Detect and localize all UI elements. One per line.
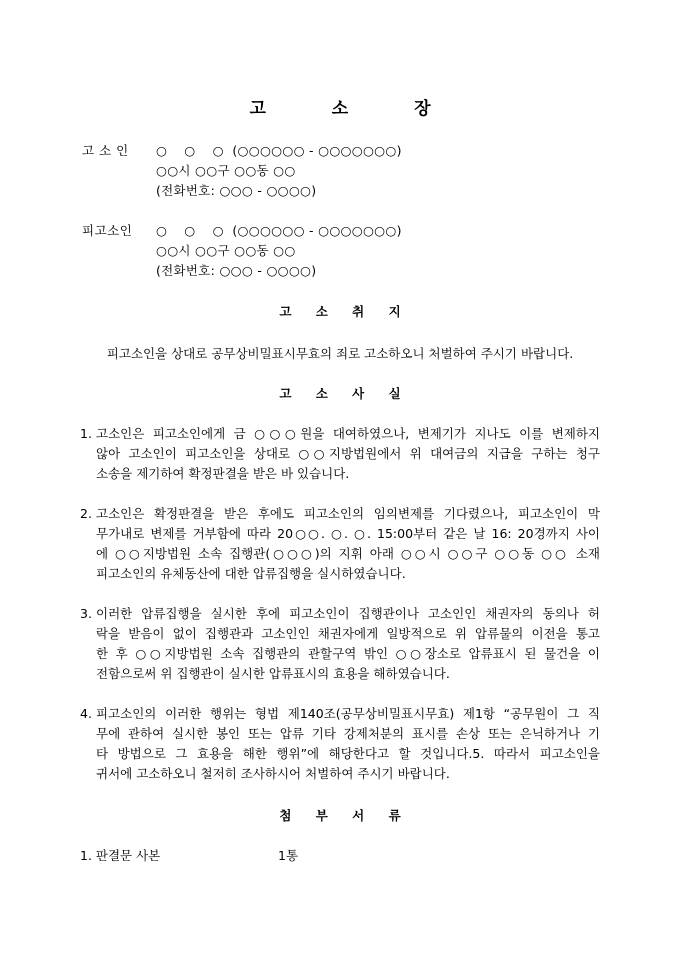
fact-item (80, 424, 600, 484)
fact-line: 소송을 제기하여 확정판결을 받은 바 있습니다. (96, 466, 350, 481)
fact-body (96, 704, 600, 784)
attachments-heading: 첨 부 서 류 (279, 808, 411, 823)
fact-line: 무에 관하여 실시한 봉인 또는 압류 기타 강제처분의 표시를 손상 또는 은닉하거나 기 (96, 726, 600, 741)
fact-number: 1. (80, 426, 92, 441)
fact-body (96, 504, 600, 584)
fact-line: 귀서에 고소하오니 철저히 조사하시어 처벌하여 주시기 바랍니다. (96, 766, 450, 781)
defendant-name: ○ ○ ○ (○○○○○○ - ○○○○○○○) (156, 223, 402, 238)
fact-line: 타 방법으로 그 효용을 해한 행위”에 해당한다고 할 것입니다.5. 따라서 피고소인을 (96, 746, 600, 761)
attachment-name: 1. 판결문 사본 (80, 848, 161, 863)
defendant-phone: (전화번호: ○○○ - ○○○○) (156, 263, 317, 278)
fact-item (80, 604, 600, 684)
complainant-name: ○ ○ ○ (○○○○○○ - ○○○○○○○) (156, 143, 402, 158)
purpose-text: 피고소인을 상대로 공무상비밀표시무효의 죄로 고소하오니 처벌하여 주시기 바랍니다. (106, 346, 574, 361)
fact-line: 전함으로써 위 집행관이 실시한 압류표시의 효용을 해하였습니다. (96, 666, 450, 681)
fact-line: 한 후 ○○지방법원 소속 집행관의 관할구역 밖인 ○○장소로 압류표시 된 물건을 이 (96, 646, 600, 661)
fact-line: 락을 받음이 없이 집행관과 고소인인 채권자에게 일방적으로 위 압류물의 이전을 통고 (96, 626, 600, 641)
complainant-role: 고 소 인 (82, 143, 129, 158)
complainant-phone: (전화번호: ○○○ - ○○○○) (156, 183, 317, 198)
defendant-block (82, 221, 402, 281)
fact-line: 피고소인의 이러한 행위는 형법 제140조(공무상비밀표시무효) 제1항 “공무원이 그 직 (96, 706, 600, 721)
fact-number: 4. (80, 706, 92, 721)
fact-line: 고소인은 피고소인에게 금 ○○○원을 대여하였으나, 변제기가 지나도 이를 변제하지 (96, 426, 600, 441)
fact-line: 피고소인의 유체동산에 대한 압류집행을 실시하였습니다. (96, 566, 406, 581)
fact-line: 않아 고소인이 피고소인을 상대로 ○○지방법원에서 위 대여금의 지급을 구하는 청구 (96, 446, 600, 461)
fact-line: 무가내로 변제를 거부함에 따라 20○○. ○. ○. 15:00부터 같은 날 16: 20경까지 사이 (96, 526, 600, 541)
fact-item (80, 504, 600, 584)
complainant-block (82, 141, 402, 201)
fact-body (96, 424, 600, 484)
fact-line: 에 ○○지방법원 소속 집행관(○○○)의 지휘 아래 ○○시 ○○구 ○○동 ○○ 소재 (96, 546, 600, 561)
attachment-count: 1통 (278, 848, 299, 863)
complainant-address: ○○시 ○○구 ○○동 ○○ (156, 163, 296, 178)
facts-heading: 고 소 사 실 (279, 386, 411, 401)
fact-item (80, 704, 600, 784)
fact-line: 고소인은 확정판결을 받은 후에도 피고소인의 임의변제를 기다렸으나, 피고소인이 막 (96, 506, 600, 521)
attachment-item (80, 846, 298, 866)
fact-line: 이러한 압류집행을 실시한 후에 피고소인이 집행관이나 고소인인 채권자의 동의나 허 (96, 606, 600, 621)
fact-body (96, 604, 600, 684)
fact-number: 3. (80, 606, 92, 621)
defendant-address: ○○시 ○○구 ○○동 ○○ (156, 243, 296, 258)
fact-number: 2. (80, 506, 92, 521)
purpose-heading: 고 소 취 지 (279, 304, 411, 319)
defendant-role: 피고소인 (82, 223, 133, 238)
document-title: 고 소 장 (249, 99, 461, 119)
